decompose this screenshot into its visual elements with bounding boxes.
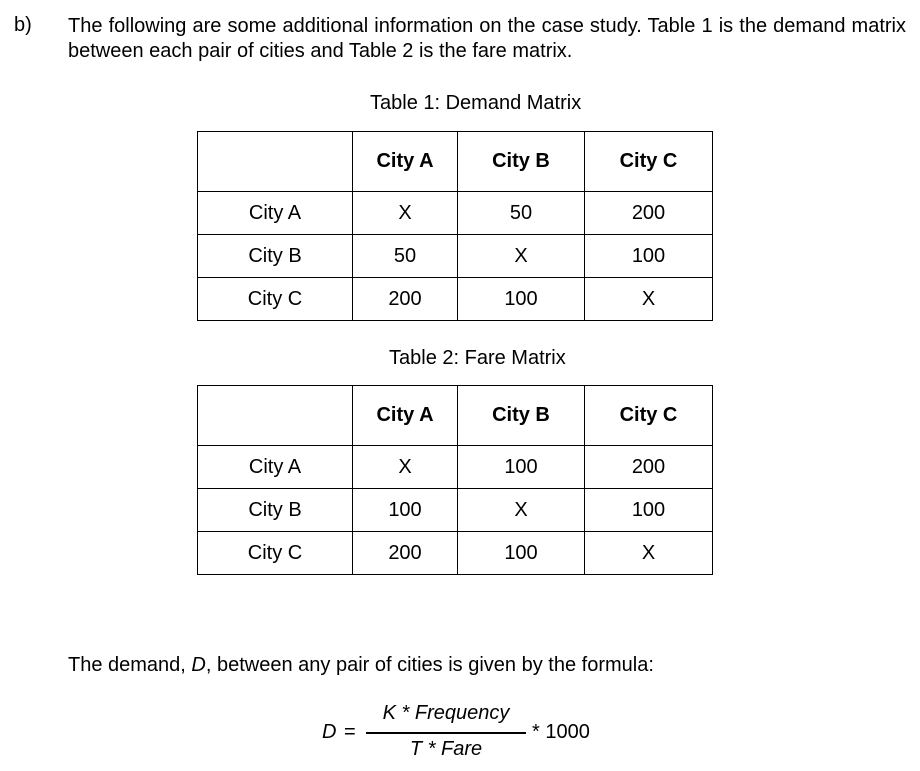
fare-matrix-table <box>197 385 713 575</box>
formula-lhs: D <box>322 721 337 743</box>
table-cell: City C <box>198 532 353 575</box>
table-header-cell <box>198 386 353 446</box>
table-header-cell: City B <box>458 386 585 446</box>
table-cell: 100 <box>353 489 458 532</box>
table2-caption: Table 2: Fare Matrix <box>389 347 566 369</box>
fraction-bar <box>366 732 526 734</box>
table-header-row <box>198 386 713 446</box>
table-cell: X <box>585 532 713 575</box>
formula-intro-suffix: , between any pair of cities is given by the formula: <box>205 654 654 676</box>
table-header-cell: City A <box>353 386 458 446</box>
table-header-cell: City C <box>585 386 713 446</box>
table-row <box>198 235 713 278</box>
formula-intro-variable: D <box>191 654 206 676</box>
table-cell: 50 <box>353 235 458 278</box>
table-row <box>198 192 713 235</box>
formula-numerator: K * Frequency <box>382 702 510 724</box>
table-cell: City B <box>198 489 353 532</box>
formula-denominator: T * Fare <box>409 738 483 760</box>
formula-equals: = <box>344 721 356 743</box>
table-header-cell: City C <box>585 132 713 192</box>
formula-multiplier: * 1000 <box>532 721 590 743</box>
table-row <box>198 489 713 532</box>
table-cell: City C <box>198 278 353 321</box>
table-header-cell: City B <box>458 132 585 192</box>
table-cell: 200 <box>585 446 713 489</box>
table-cell: 200 <box>353 532 458 575</box>
table-header-cell: City A <box>353 132 458 192</box>
table-row <box>198 446 713 489</box>
table-cell: 100 <box>458 532 585 575</box>
table-cell: City B <box>198 235 353 278</box>
question-label: b) <box>14 14 32 36</box>
demand-formula <box>322 702 622 768</box>
table-cell: City A <box>198 192 353 235</box>
table-header-cell <box>198 132 353 192</box>
table-cell: 100 <box>585 235 713 278</box>
table-cell: City A <box>198 446 353 489</box>
table-cell: X <box>458 489 585 532</box>
demand-matrix-table <box>197 131 713 321</box>
table-cell: 100 <box>585 489 713 532</box>
table-cell: X <box>353 446 458 489</box>
table-cell: 100 <box>458 278 585 321</box>
table-cell: 50 <box>458 192 585 235</box>
table-row <box>198 532 713 575</box>
table-cell: 200 <box>585 192 713 235</box>
table-cell: 200 <box>353 278 458 321</box>
table-row <box>198 278 713 321</box>
table-header-row <box>198 132 713 192</box>
table1-caption: Table 1: Demand Matrix <box>370 92 582 114</box>
table-cell: X <box>353 192 458 235</box>
table-cell: X <box>585 278 713 321</box>
formula-intro-prefix: The demand, <box>68 654 192 676</box>
table-cell: X <box>458 235 585 278</box>
formula-intro <box>68 654 654 677</box>
table-cell: 100 <box>458 446 585 489</box>
question-intro: The following are some additional information on the case study. Table 1 is the demand matrix between each pair of cities and Table 2 is the fare matrix. <box>68 15 906 62</box>
